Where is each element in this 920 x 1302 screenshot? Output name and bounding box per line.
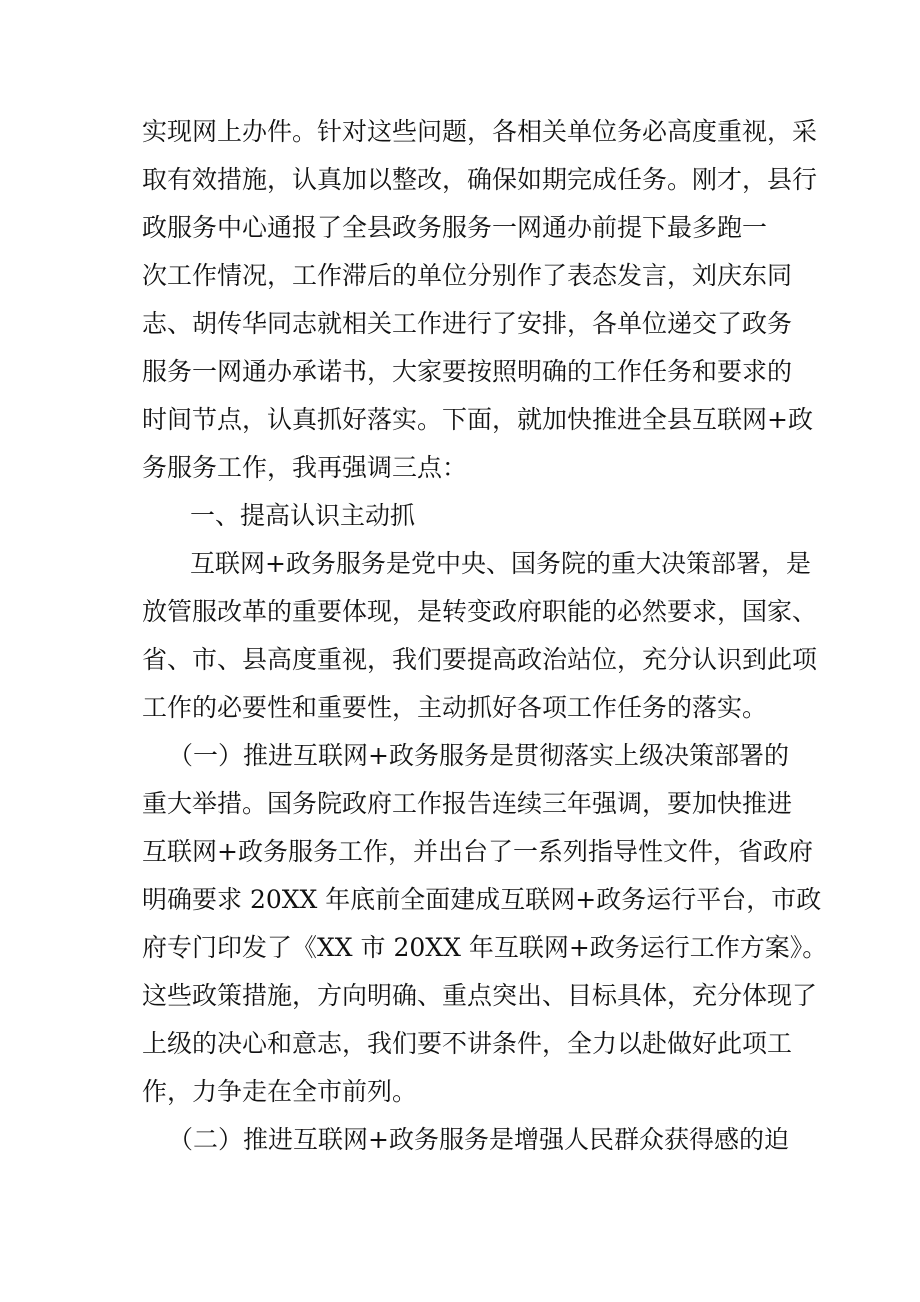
- text-line: 明确要求 20XX 年底前全面建成互联网+政务运行平台，市政: [142, 885, 822, 914]
- text-line: 作，力争走在全市前列。: [142, 1077, 418, 1106]
- text-line: 放管服改革的重要体现，是转变政府职能的必然要求，国家、: [142, 597, 818, 626]
- text-line: 次工作情况，工作滞后的单位分别作了表态发言，刘庆东同: [142, 261, 793, 290]
- text-line: 府专门印发了《XX 市 20XX 年互联网+政务运行工作方案》。: [142, 933, 828, 962]
- text-line: 实现网上办件。针对这些问题，各相关单位务必高度重视，采: [142, 117, 818, 146]
- text-line: 上级的决心和意志，我们要不讲条件，全力以赴做好此项工: [142, 1029, 793, 1058]
- text-line: 取有效措施，认真加以整改，确保如期完成任务。刚才，县行: [142, 165, 818, 194]
- text-line: 互联网+政务服务是党中央、国务院的重大决策部署，是: [190, 549, 811, 578]
- text-line: 服务一网通办承诺书，大家要按照明确的工作任务和要求的: [142, 357, 793, 386]
- heading-text: 一、提高认识主动抓: [190, 501, 416, 530]
- text-line: 重大举措。国务院政府工作报告连续三年强调，要加快推进: [142, 789, 793, 818]
- text-line: 工作的必要性和重要性，主动抓好各项工作任务的落实。: [142, 693, 768, 722]
- document-body: [142, 108, 828, 1164]
- section-heading: [142, 492, 782, 540]
- text-line: （二）推进互联网+政务服务是增强人民群众获得感的迫: [168, 1125, 789, 1154]
- paragraph-point-1: [142, 732, 828, 1116]
- text-line: 省、市、县高度重视，我们要提高政治站位，充分认识到此项: [142, 645, 818, 674]
- paragraph-intro: [142, 108, 818, 492]
- text-line: 政服务中心通报了全县政务服务一网通办前提下最多跑一: [142, 213, 768, 242]
- text-line: 互联网+政务服务工作，并出台了一系列指导性文件，省政府: [142, 837, 813, 866]
- text-line: 务服务工作，我再强调三点：: [142, 453, 468, 482]
- text-line: 时间节点，认真抓好落实。下面，就加快推进全县互联网+政: [142, 405, 813, 434]
- paragraph-section-1: [142, 540, 818, 732]
- text-line: 志、胡传华同志就相关工作进行了安排，各单位递交了政务: [142, 309, 793, 338]
- paragraph-point-2: [142, 1116, 789, 1164]
- text-line: （一）推进互联网+政务服务是贯彻落实上级决策部署的: [168, 741, 789, 770]
- text-line: 这些政策措施，方向明确、重点突出、目标具体，充分体现了: [142, 981, 818, 1010]
